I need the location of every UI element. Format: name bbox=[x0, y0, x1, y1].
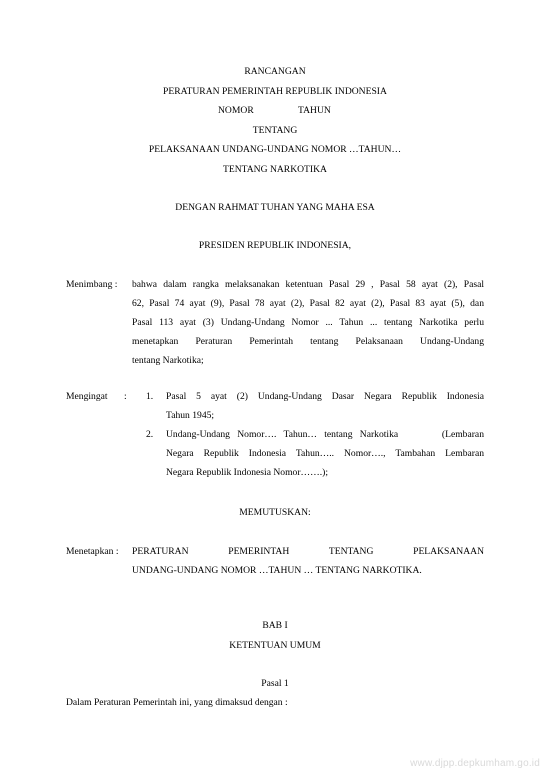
mengingat-item-2 bbox=[166, 425, 484, 482]
mengingat-item-number: 2. bbox=[146, 429, 154, 440]
menetapkan-text bbox=[132, 542, 484, 580]
article-title: Pasal 1 bbox=[261, 678, 289, 689]
rahmat-heading: DENGAN RAHMAT TUHAN YANG MAHA ESA bbox=[175, 202, 375, 213]
mengingat-line: Negara Republik Indonesia Nomor…….); bbox=[166, 467, 328, 478]
mengingat-label: Mengingat bbox=[66, 391, 108, 402]
article-intro: Dalam Peraturan Pemerintah ini, yang dimaksud dengan : bbox=[66, 697, 288, 708]
menimbang-label: Menimbang : bbox=[66, 279, 118, 290]
mengingat-line: Pasal 5 ayat (2) Undang-Undang Dasar Negara Republik Indonesia bbox=[166, 391, 484, 402]
regulation-type: PERATURAN PEMERINTAH REPUBLIK INDONESIA bbox=[163, 86, 387, 97]
menimbang-text bbox=[132, 275, 484, 370]
mengingat-colon: : bbox=[124, 391, 127, 402]
menimbang-line: Pasal 113 ayat (3) Undang-Undang Nomor ... Tahun ... tentang Narkotika perlu bbox=[132, 317, 484, 328]
presiden-heading: PRESIDEN REPUBLIK INDONESIA, bbox=[198, 240, 352, 251]
menetapkan-label: Menetapkan : bbox=[66, 546, 119, 557]
draft-label: RANCANGAN bbox=[244, 66, 306, 77]
nomor-label: NOMOR bbox=[218, 105, 254, 116]
menimbang-line: bahwa dalam rangka melaksanakan ketentuan Pasal 29 , Pasal 58 ayat (2), Pasal bbox=[132, 279, 484, 290]
menetapkan-line: UNDANG-UNDANG NOMOR …TAHUN … TENTANG NARKOTIKA. bbox=[132, 565, 422, 576]
chapter-subtitle: KETENTUAN UMUM bbox=[229, 640, 321, 651]
mengingat-line: Tahun 1945; bbox=[166, 410, 215, 421]
mengingat-line: Negara Republik Indonesia Tahun….. Nomor…., Tambahan Lembaran bbox=[166, 448, 484, 459]
menetapkan-line: PERATURAN PEMERINTAH TENTANG PELAKSANAAN bbox=[132, 546, 484, 557]
menimbang-line: 62, Pasal 74 ayat (9), Pasal 78 ayat (2), Pasal 82 ayat (2), Pasal 83 ayat (5), dan bbox=[132, 298, 484, 309]
mengingat-item-number: 1. bbox=[146, 391, 154, 402]
regulation-subtitle: TENTANG NARKOTIKA bbox=[223, 164, 327, 175]
menimbang-line: menetapkan Peraturan Pemerintah tentang Pelaksanaan Undang-Undang bbox=[132, 336, 484, 347]
regulation-title: PELAKSANAAN UNDANG-UNDANG NOMOR …TAHUN… bbox=[148, 144, 402, 155]
source-watermark: www.djpp.depkumham.go.id bbox=[410, 758, 540, 769]
tentang-label: TENTANG bbox=[252, 125, 298, 136]
memutuskan-heading: MEMUTUSKAN: bbox=[239, 507, 311, 518]
menimbang-line: tentang Narkotika; bbox=[132, 355, 204, 366]
tahun-label: TAHUN bbox=[298, 105, 331, 116]
mengingat-line: Undang-Undang Nomor…. Tahun… tentang Narkotika (Lembaran bbox=[166, 429, 484, 440]
mengingat-item-1 bbox=[166, 387, 484, 425]
chapter-title: BAB I bbox=[262, 620, 288, 631]
